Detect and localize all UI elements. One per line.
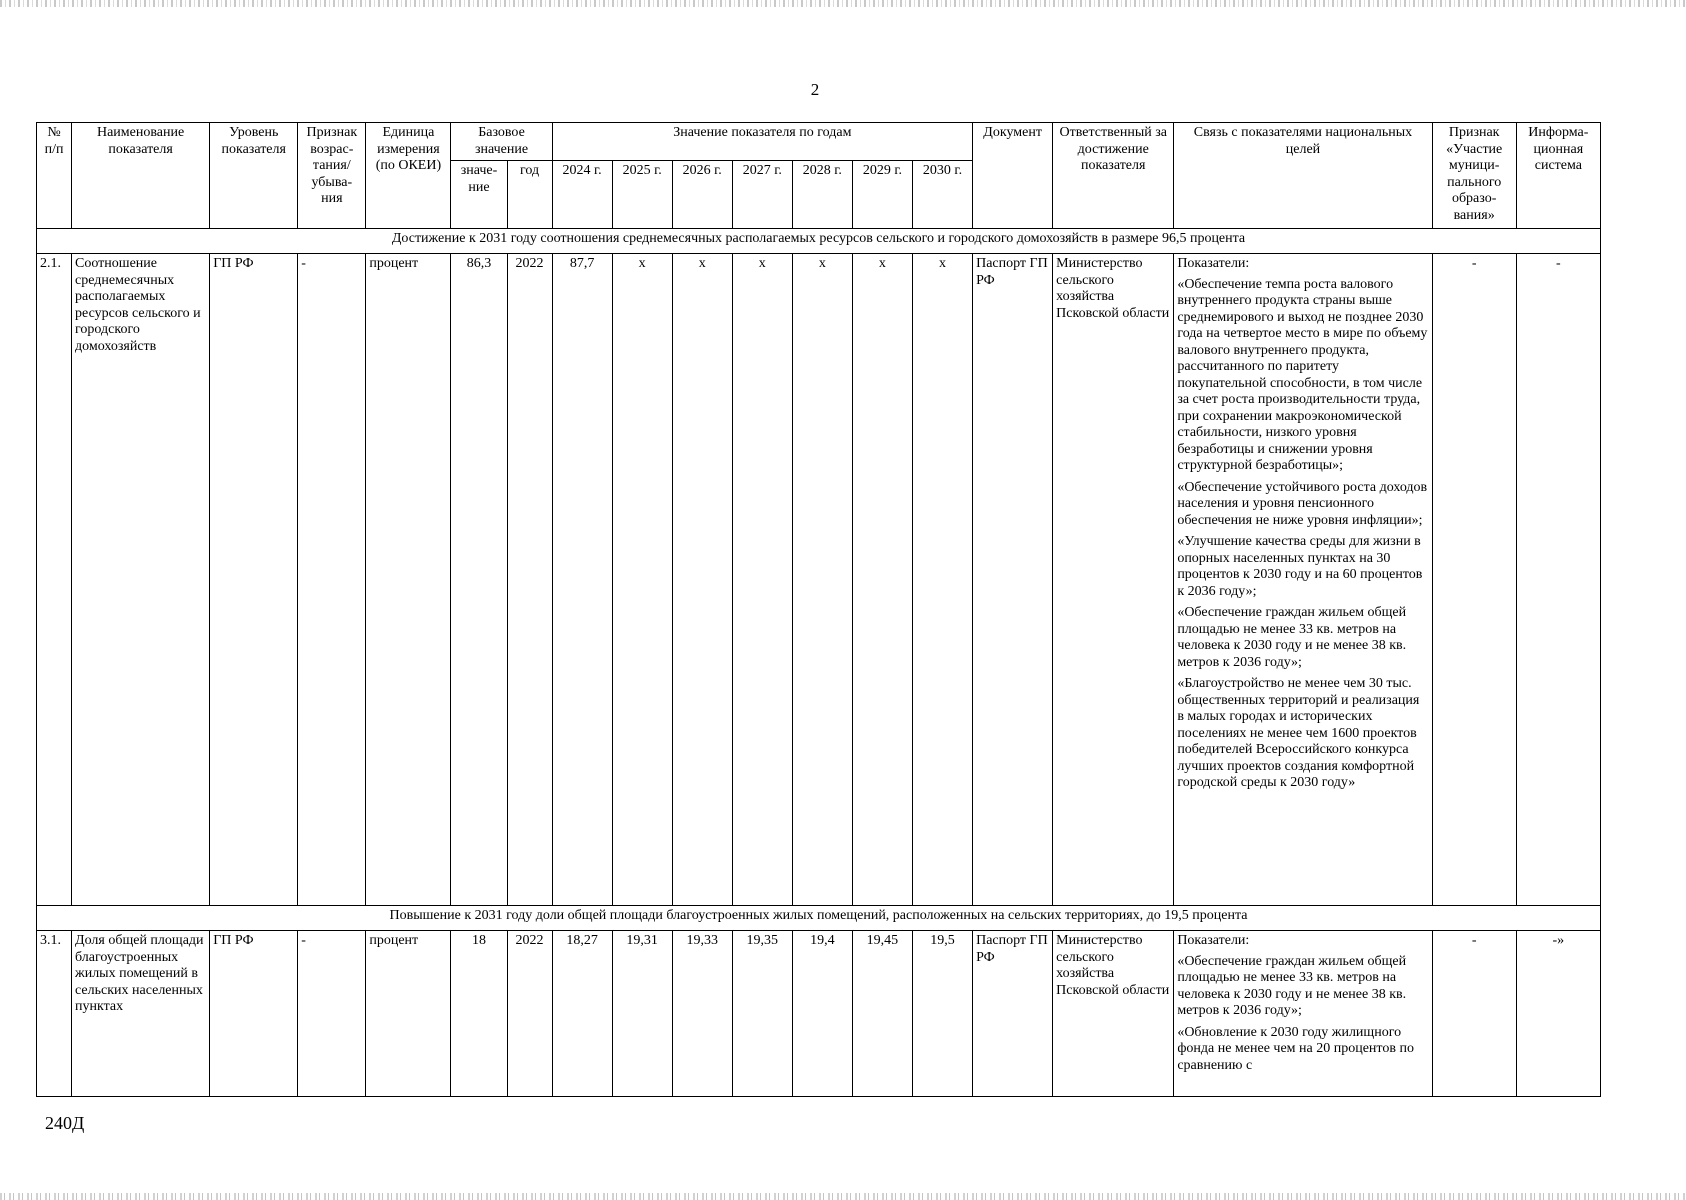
row-infosys: - [1516,254,1600,906]
scan-top-edge [0,0,1686,7]
link-item: «Обеспечение граждан жильем общей площадью не менее 33 кв. метров на человека к 2030 году и не менее 38 кв. метров к 2036 году»; [1177,953,1407,1018]
link-item: «Обновление к 2030 году жилищного фонда не менее чем на 20 процентов по сравнению с [1177,1024,1414,1073]
header-unit: Единица измерения (по ОКЕИ) [366,123,451,229]
row-unit: процент [366,254,451,906]
row-trend: - [298,254,366,906]
header-year: 2026 г. [672,161,732,229]
header-year: 2028 г. [792,161,852,229]
header-level: Уровень показателя [210,123,298,229]
link-item: «Обеспечение граждан жильем общей площадью не менее 33 кв. метров на человека к 2030 году и не менее 38 кв. метров к 2036 году»; [1177,605,1407,670]
row-year-value: 19,45 [852,931,912,1097]
section-title-row [37,906,1601,931]
row-year-value: x [672,254,732,906]
header-document: Документ [973,123,1053,229]
row-year-value: 19,33 [672,931,732,1097]
row-year-value: 19,5 [912,931,972,1097]
indicators-table [36,122,1601,1097]
row-base-value: 18 [451,931,507,1097]
row-municipal: - [1432,931,1516,1097]
link-intro: Показатели: [1177,933,1250,948]
table-row [37,931,1601,1097]
page-number: 2 [810,80,820,99]
row-level: ГП РФ [210,254,298,906]
header-name: Наименование показателя [72,123,210,229]
header-by-years: Значение показателя по годам [552,123,973,161]
header-infosys: Информа-ционная система [1516,123,1600,229]
header-year: 2029 г. [852,161,912,229]
header-link: Связь с показателями национальных целей [1174,123,1432,229]
table-row [37,254,1601,906]
row-num: 3.1. [37,931,72,1097]
header-year: 2025 г. [612,161,672,229]
row-unit: процент [366,931,451,1097]
header-year: 2027 г. [732,161,792,229]
header-year: 2030 г. [912,161,972,229]
row-national-goals [1174,254,1432,906]
link-item: «Обеспечение устойчивого роста доходов населения и уровня пенсионного обеспечения не ниже уровня инфляции»; [1177,479,1428,528]
row-indicator-name: Соотношение среднемесячных располагаемых ресурсов сельского и городского домохозяйств [72,254,210,906]
row-national-goals [1174,931,1432,1097]
header-trend: Признак возрас-тания/ убыва-ния [298,123,366,229]
row-year-value: x [792,254,852,906]
link-item: «Улучшение качества среды для жизни в опорных населенных пунктах на 30 процентов к 2030 году и на 60 процентов к 2036 году»; [1177,534,1423,599]
row-year-value: x [912,254,972,906]
row-year-value: 19,31 [612,931,672,1097]
row-year-value: 18,27 [552,931,612,1097]
header-num: № п/п [37,123,72,229]
row-indicator-name: Доля общей площади благоустроенных жилых помещений в сельских населенных пунктах [72,931,210,1097]
scan-bottom-edge [0,1193,1686,1200]
row-year-value: 19,4 [792,931,852,1097]
row-base-year: 2022 [507,254,552,906]
row-infosys: -» [1516,931,1600,1097]
header-base-year: год [507,161,552,229]
row-level: ГП РФ [210,931,298,1097]
row-trend: - [298,931,366,1097]
row-base-year: 2022 [507,931,552,1097]
section-title-row [37,229,1601,254]
header-year: 2024 г. [552,161,612,229]
row-year-value: 19,35 [732,931,792,1097]
row-year-value: x [732,254,792,906]
row-document: Паспорт ГП РФ [973,254,1053,906]
document-code: 240Д [45,1113,85,1133]
header-municipal: Признак «Участие муници-пального образо-вания» [1432,123,1516,229]
section-title: Повышение к 2031 году доли общей площади благоустроенных жилых помещений, расположенных на сельских территориях, до 19,5 процента [37,906,1601,931]
row-num: 2.1. [37,254,72,906]
header-responsible: Ответственный за достижение показателя [1053,123,1174,229]
row-responsible: Министерство сельского хозяйства Псковской области [1053,931,1174,1097]
row-document: Паспорт ГП РФ [973,931,1053,1097]
row-year-value: x [852,254,912,906]
row-municipal: - [1432,254,1516,906]
row-year-value: 87,7 [552,254,612,906]
link-item: «Обеспечение темпа роста валового внутреннего продукта страны выше среднемирового и выход не позднее 2030 года на четвертое место в мире по объему валового внутреннего продукта, рассчитанного по паритету покупательной способности, в том числе за счет роста производительности труда, при сохранении макроэкономической стабильности, низкого уровня безработицы и снижении уровня структурной безработицы»; [1177,276,1428,473]
header-base-value: значе-ние [451,161,507,229]
row-responsible: Министерство сельского хозяйства Псковской области [1053,254,1174,906]
row-base-value: 86,3 [451,254,507,906]
link-intro: Показатели: [1177,256,1250,271]
header-base: Базовое значение [451,123,552,161]
header-row-1 [37,123,1601,161]
row-year-value: x [612,254,672,906]
section-title: Достижение к 2031 году соотношения среднемесячных располагаемых ресурсов сельского и городского домохозяйств в размере 96,5 процента [37,229,1601,254]
link-item: «Благоустройство не менее чем 30 тыс. общественных территорий и реализация в малых городах и исторических поселениях не менее чем 1600 проектов победителей Всероссийского конкурса лучших проектов создания комфортной городской среды к 2030 году» [1177,676,1420,790]
